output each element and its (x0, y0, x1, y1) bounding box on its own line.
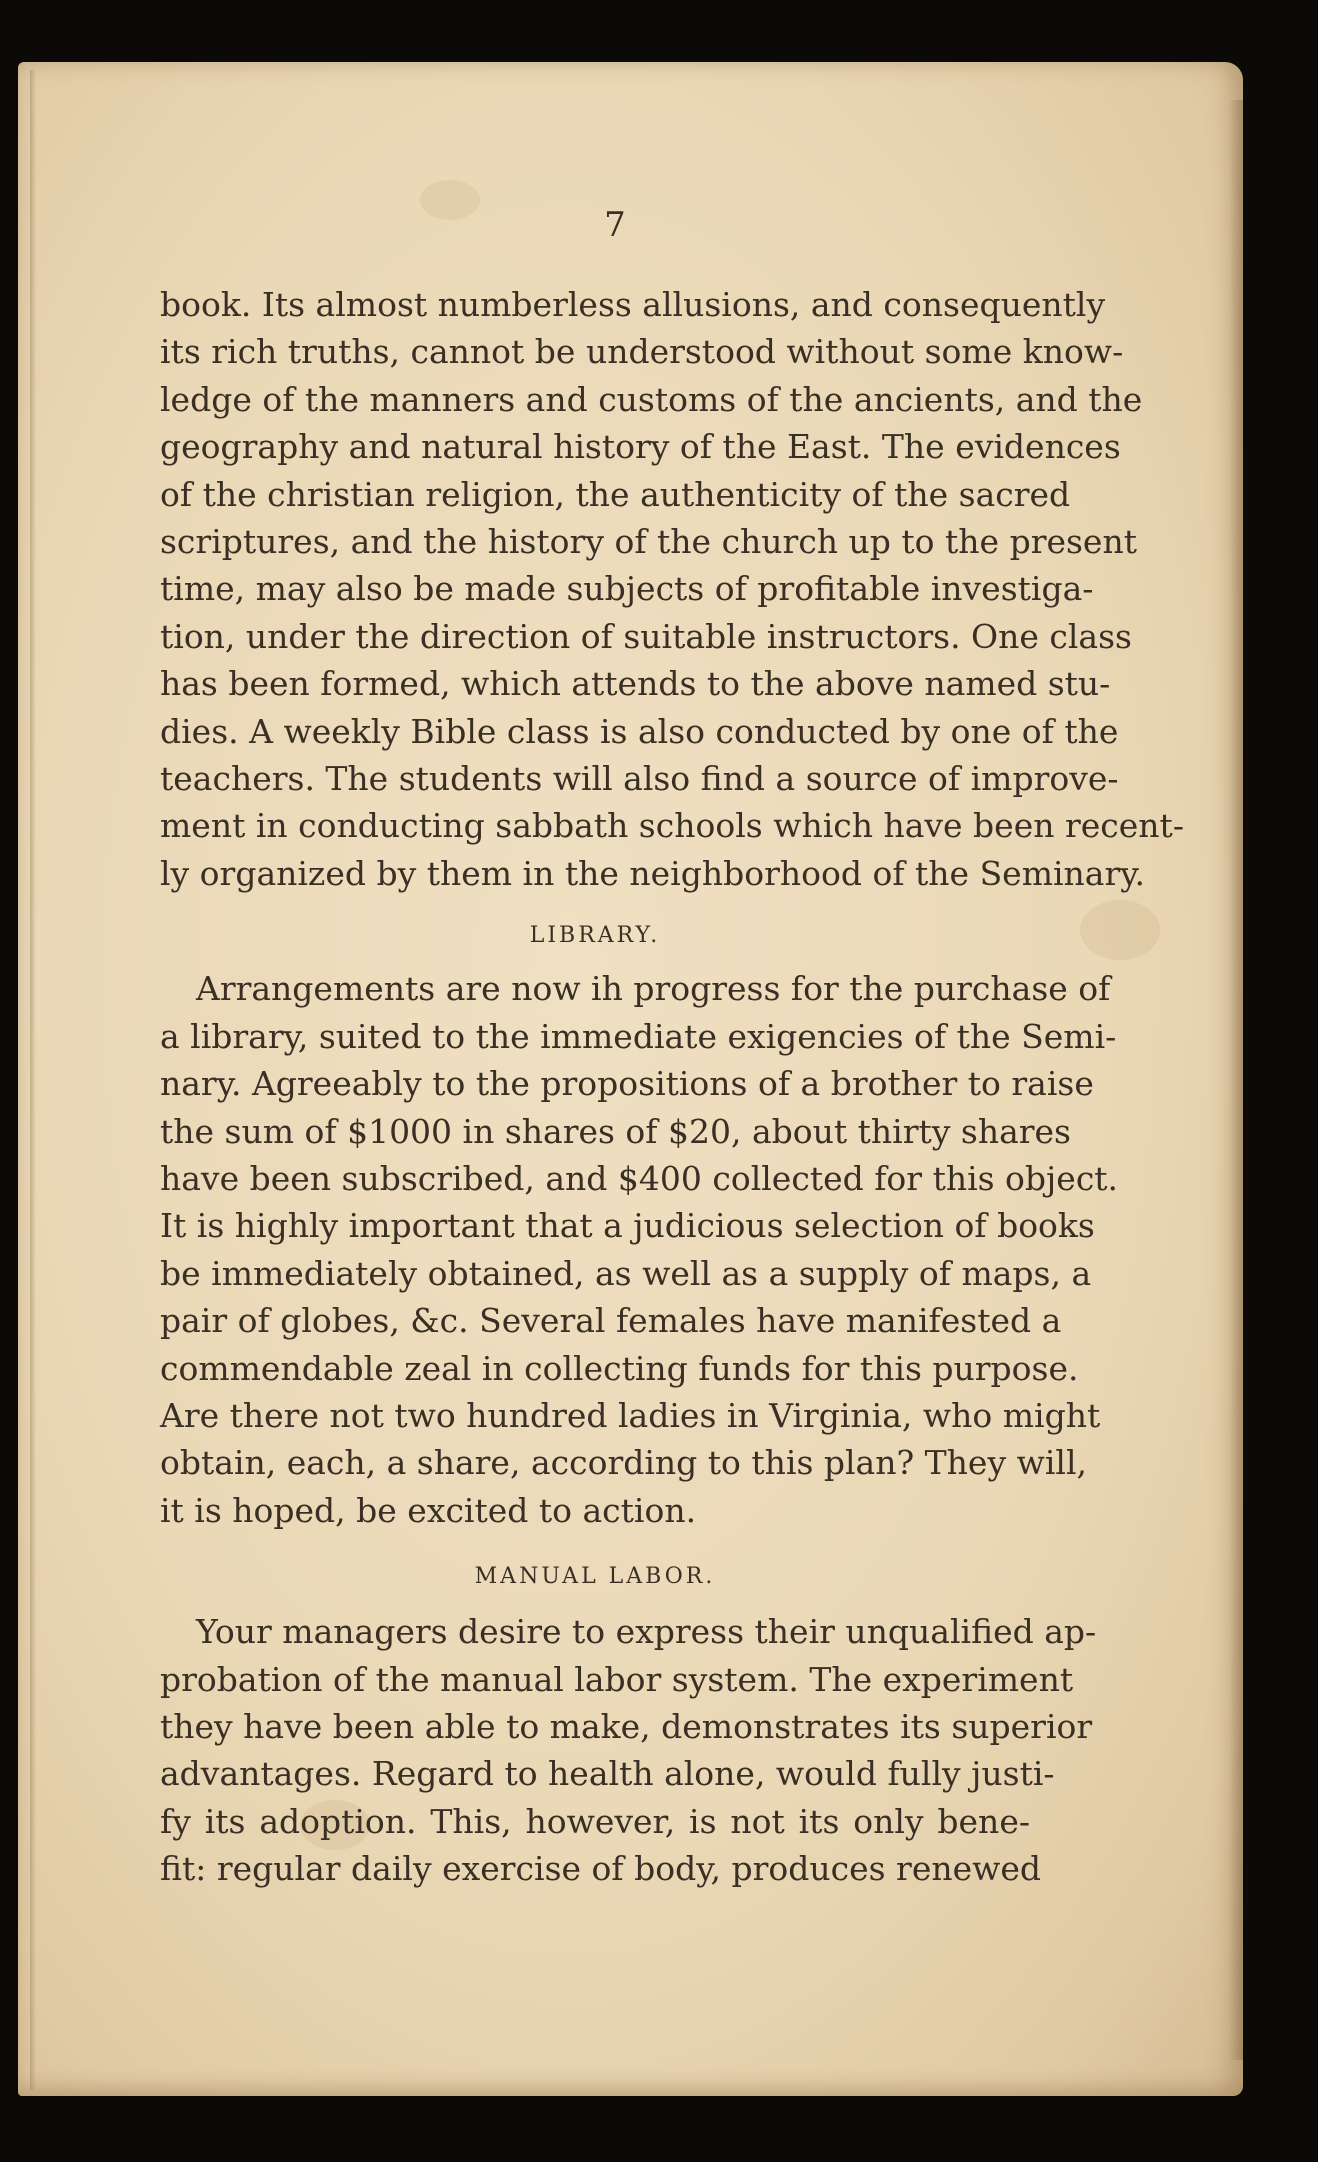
page-text (160, 205, 1184, 1893)
section-heading-library: LIBRARY. (529, 923, 661, 949)
text-line: Your managers desire to express their unqualified ap- (196, 1612, 1097, 1652)
text-line: pair of globes, &c. Several females have manifested a (160, 1301, 1062, 1341)
text-line: dies. A weekly Bible class is also conducted by one of the (160, 711, 1119, 751)
text-line: a library, suited to the immediate exigencies of the Semi- (160, 1016, 1117, 1056)
text-line: have been subscribed, and $400 collected for this object. (160, 1158, 1119, 1198)
page-gutter-shadow (30, 70, 36, 2090)
text-line: It is highly important that a judicious selection of books (160, 1206, 1095, 1246)
text-line: the sum of $1000 in shares of $20, about thirty shares (160, 1111, 1071, 1151)
text-line: obtain, each, a share, according to this plan? They will, (160, 1443, 1087, 1483)
text-line: ledge of the manners and customs of the ancients, and the (160, 379, 1143, 419)
text-line: time, may also be made subjects of profitable investiga- (160, 569, 1094, 609)
section-heading-manual-labor: MANUAL LABOR. (474, 1564, 716, 1590)
text-line: Are there not two hundred ladies in Virginia, who might (160, 1395, 1101, 1435)
page-edge-shadow (1229, 100, 1243, 2060)
paragraph-2 (160, 965, 1119, 1534)
text-line: teachers. The students will also find a source of improve- (160, 759, 1119, 799)
text-line: it is hoped, be excited to action. (160, 1490, 697, 1530)
text-line: geography and natural history of the East. The evidences (160, 427, 1121, 467)
text-line: fit: regular daily exercise of body, produces renewed (160, 1849, 1042, 1889)
text-line: Arrangements are now ih progress for the purchase of (196, 969, 1111, 1009)
paragraph-3 (160, 1608, 1097, 1892)
text-line: of the christian religion, the authenticity of the sacred (160, 474, 1071, 514)
text-line: they have been able to make, demonstrates its superior (160, 1706, 1093, 1746)
foxing-stain (1080, 900, 1160, 960)
text-line: ly organized by them in the neighborhood of the Seminary. (160, 853, 1146, 893)
text-line: tion, under the direction of suitable instructors. One class (160, 616, 1132, 656)
text-line: fy its adoption. This, however, is not its only bene- (160, 1801, 1030, 1841)
text-line: has been formed, which attends to the above named stu- (160, 664, 1111, 704)
text-line: probation of the manual labor system. The experiment (160, 1659, 1074, 1699)
text-line: book. Its almost numberless allusions, and consequently (160, 285, 1106, 324)
paragraph-1 (160, 281, 1184, 897)
text-line: commendable zeal in collecting funds for this purpose. (160, 1348, 1079, 1388)
text-line: be immediately obtained, as well as a supply of maps, a (160, 1253, 1092, 1293)
text-line: nary. Agreeably to the propositions of a brother to raise (160, 1064, 1094, 1104)
text-line: advantages. Regard to health alone, would fully justi- (160, 1754, 1055, 1794)
text-line: ment in conducting sabbath schools which have been recent- (160, 806, 1184, 846)
text-line: its rich truths, cannot be understood without some know- (160, 332, 1124, 372)
page-number: 7 (604, 205, 626, 245)
text-line: scriptures, and the history of the church up to the present (160, 522, 1137, 562)
